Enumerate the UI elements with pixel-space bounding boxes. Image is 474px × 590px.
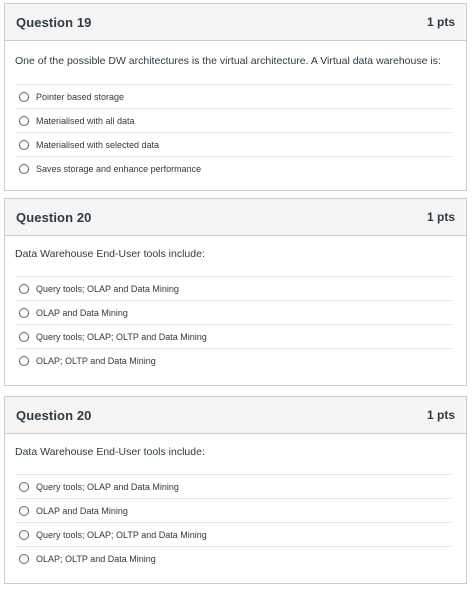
answer-option[interactable] bbox=[15, 474, 452, 498]
question-card-19 bbox=[4, 3, 467, 191]
radio-button[interactable] bbox=[19, 116, 29, 126]
answer-label: Query tools; OLAP; OLTP and Data Mining bbox=[36, 331, 207, 342]
answer-label: Query tools; OLAP and Data Mining bbox=[36, 481, 179, 492]
question-card-20-duplicate bbox=[4, 396, 467, 584]
answer-label: OLAP and Data Mining bbox=[36, 307, 128, 318]
answer-option[interactable] bbox=[15, 276, 452, 300]
radio-button[interactable] bbox=[19, 92, 29, 102]
answer-option[interactable] bbox=[15, 156, 452, 180]
answer-option[interactable] bbox=[15, 108, 452, 132]
question-card-20 bbox=[4, 198, 467, 386]
question-points: 1 pts bbox=[426, 408, 455, 422]
answer-option[interactable] bbox=[15, 546, 452, 570]
answer-option[interactable] bbox=[15, 84, 452, 108]
question-header bbox=[5, 199, 466, 236]
radio-button[interactable] bbox=[19, 140, 29, 150]
answer-label: OLAP; OLTP and Data Mining bbox=[36, 553, 156, 564]
answer-label: Query tools; OLAP; OLTP and Data Mining bbox=[36, 529, 207, 540]
question-header bbox=[5, 397, 466, 434]
answer-label: Materialised with all data bbox=[36, 115, 135, 126]
answer-label: Pointer based storage bbox=[36, 91, 125, 102]
question-text: Data Warehouse End-User tools include: bbox=[15, 248, 205, 260]
answer-label: Query tools; OLAP and Data Mining bbox=[36, 283, 179, 294]
question-header bbox=[5, 4, 466, 41]
question-text: Data Warehouse End-User tools include: bbox=[15, 446, 205, 458]
answer-label: OLAP and Data Mining bbox=[36, 505, 128, 516]
question-points: 1 pts bbox=[426, 210, 455, 224]
radio-button[interactable] bbox=[19, 356, 29, 366]
answer-option[interactable] bbox=[15, 132, 452, 156]
radio-button[interactable] bbox=[19, 554, 29, 564]
answer-label: Materialised with selected data bbox=[36, 139, 160, 150]
question-text: One of the possible DW architectures is the virtual architecture. A Virtual data warehouse is: bbox=[15, 55, 441, 67]
answer-option[interactable] bbox=[15, 522, 452, 546]
question-title: Question 20 bbox=[16, 209, 92, 225]
question-title: Question 20 bbox=[16, 407, 92, 423]
radio-button[interactable] bbox=[19, 164, 29, 174]
answer-option[interactable] bbox=[15, 324, 452, 348]
radio-button[interactable] bbox=[19, 284, 29, 294]
radio-button[interactable] bbox=[19, 482, 29, 492]
answer-option[interactable] bbox=[15, 498, 452, 522]
answer-label: Saves storage and enhance performance bbox=[36, 163, 202, 174]
question-title: Question 19 bbox=[16, 14, 92, 30]
radio-button[interactable] bbox=[19, 308, 29, 318]
answer-list bbox=[15, 276, 452, 372]
radio-button[interactable] bbox=[19, 530, 29, 540]
answer-list bbox=[15, 84, 452, 180]
question-points: 1 pts bbox=[426, 15, 455, 29]
radio-button[interactable] bbox=[19, 332, 29, 342]
radio-button[interactable] bbox=[19, 506, 29, 516]
answer-option[interactable] bbox=[15, 300, 452, 324]
answer-label: OLAP; OLTP and Data Mining bbox=[36, 355, 156, 366]
answer-option[interactable] bbox=[15, 348, 452, 372]
answer-list bbox=[15, 474, 452, 570]
